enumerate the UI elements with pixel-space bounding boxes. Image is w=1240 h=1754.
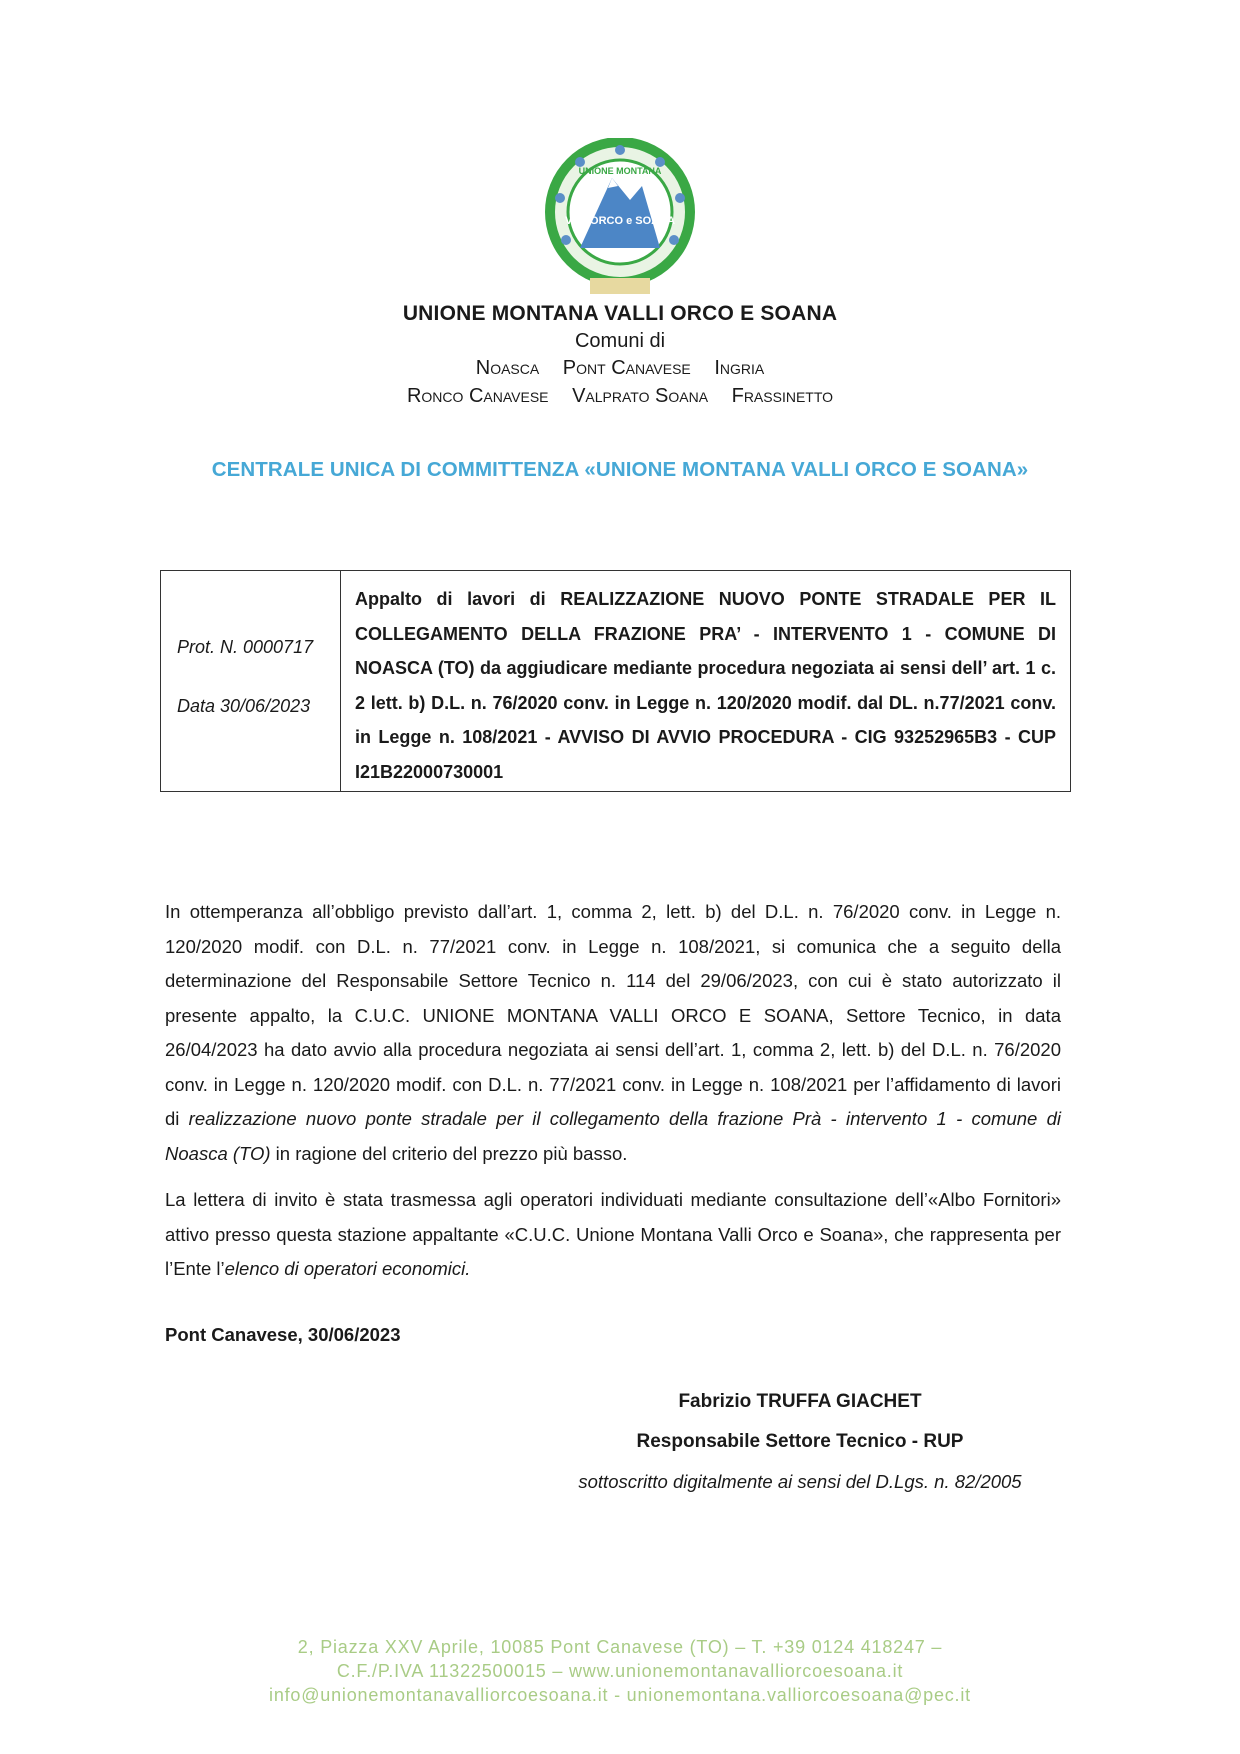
footer-address: 2, Piazza XXV Aprile, 10085 Pont Canavese (TO) – T. +39 0124 418247 –	[297, 1637, 943, 1657]
protocol-meta	[161, 571, 341, 791]
paragraph-1	[165, 895, 1061, 1171]
logo-label: Valli ORCO e SOANA	[564, 215, 676, 227]
town-ingria: Ingria	[714, 357, 765, 379]
union-logo	[534, 138, 706, 298]
towns-row-1	[0, 354, 1240, 382]
letterhead	[0, 300, 1240, 410]
footer-emails: info@unionemontanavalliorcoesoana.it - unionemontana.valliorcoesoana@pec.it	[269, 1685, 971, 1705]
body-text	[165, 895, 1061, 1287]
protocol-box	[160, 570, 1071, 792]
place-date: Pont Canavese, 30/06/2023	[165, 1324, 401, 1345]
paragraph-1-end: in ragione del criterio del prezzo più basso.	[270, 1142, 628, 1164]
paragraph-1-text: In ottemperanza all’obbligo previsto dall’art. 1, comma 2, lett. b) del D.L. n. 76/2020 conv. in Legge n. 120/2020 modif. con D.L. n. 77/2021 conv. in Legge n. 108/2021, si comunica che a seguito della determinazione del Responsabile Settore Tecnico n. 114 del 29/06/2023, con cui è stato autorizzato il presente appalto, la C.U.C. UNIONE MONTANA VALLI ORCO E SOANA, Settore Tecnico, in data 26/04/2023 ha dato avvio alla procedura negoziata ai sensi dell’art. 1, comma 2, lett. b) del D.L. n. 76/2020 conv. in Legge n. 120/2020 modif. con D.L. n. 77/2021 conv. in Legge n. 108/2021 per l’affidamento di lavori di	[165, 901, 1061, 1129]
footer-vat-website: C.F./P.IVA 11322500015 – www.unionemontanavalliorcoesoana.it	[336, 1661, 904, 1681]
signatory-name: Fabrizio TRUFFA GIACHET	[678, 1391, 922, 1412]
town-frassinetto: Frassinetto	[731, 385, 834, 407]
signatory-role: Responsabile Settore Tecnico - RUP	[636, 1431, 964, 1452]
town-pont-canavese: Pont Canavese	[562, 357, 691, 379]
paragraph-1-italic: realizzazione nuovo ponte stradale per il collegamento della frazione Prà - intervento 1 - comune di Noasca (TO)	[165, 1108, 1061, 1164]
logo-top-label: UNIONE MONTANA	[578, 166, 662, 176]
town-valprato-soana: Valprato Soana	[572, 385, 709, 407]
protocol-date: Data 30/06/2023	[177, 696, 311, 716]
organization-name: UNIONE MONTANA VALLI ORCO E SOANA	[402, 302, 838, 325]
paragraph-2-italic: elenco di operatori economici.	[224, 1258, 471, 1279]
town-noasca: Noasca	[475, 357, 540, 379]
towns-row-2	[0, 382, 1240, 410]
paragraph-2-text: La lettera di invito è stata trasmessa agli operatori individuati mediante consultazione dell’«Albo Fornitori» attivo presso questa stazione appaltante «C.U.C. Unione Montana Valli Orco e Soana», che rappresenta per l’Ente l’	[165, 1189, 1061, 1279]
protocol-subject: Appalto di lavori di REALIZZAZIONE NUOVO PONTE STRADALE PER IL COLLEGAMENTO DELLA FRAZIONE PRA’ - INTERVENTO 1 - COMUNE DI NOASCA (TO) da aggiudicare mediante procedura negoziata ai sensi dell’ art. 1 c. 2 lett. b) D.L. n. 76/2020 conv. in Legge n. 120/2020 modif. dal DL. n.77/2021 conv. in Legge n. 108/2021 - AVVISO DI AVVIO PROCEDURA - CIG 93252965B3 - CUP I21B22000730001	[355, 589, 1056, 782]
signature-block	[520, 1382, 1080, 1502]
comuni-label: Comuni di	[574, 330, 666, 352]
footer	[0, 1635, 1240, 1707]
paragraph-2	[165, 1183, 1061, 1287]
cuc-title: CENTRALE UNICA DI COMMITTENZA «UNIONE MONTANA VALLI ORCO E SOANA»	[211, 458, 1029, 481]
town-ronco-canavese: Ronco Canavese	[406, 385, 549, 407]
digital-signature-note: sottoscritto digitalmente ai sensi del D.Lgs. n. 82/2005	[578, 1471, 1022, 1492]
protocol-number: Prot. N. 0000717	[177, 637, 314, 657]
